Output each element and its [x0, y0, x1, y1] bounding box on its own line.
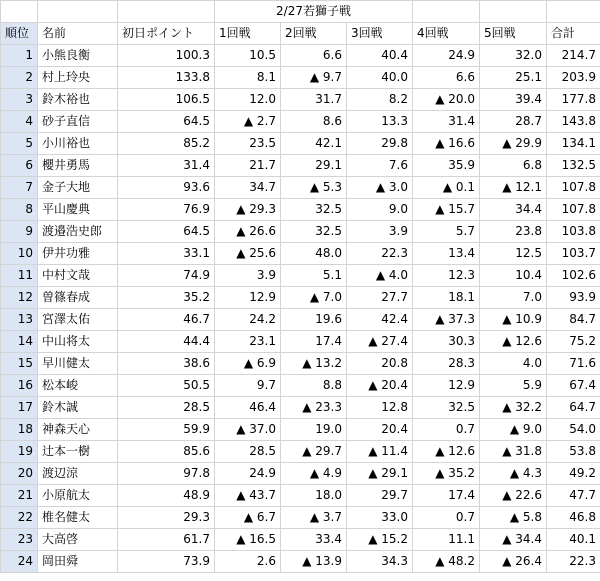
table-row [1, 353, 600, 375]
round-4-cell[interactable]: 0.7 [413, 419, 480, 441]
rank-cell[interactable]: 18 [1, 419, 38, 441]
rank-cell[interactable]: 19 [1, 441, 38, 463]
initial-points-cell[interactable]: 31.4 [118, 155, 215, 177]
round-1-cell[interactable]: 24.2 [215, 309, 281, 331]
initial-points-cell[interactable]: 76.9 [118, 199, 215, 221]
name-cell[interactable]: 小川裕也 [38, 133, 118, 155]
round-1-cell[interactable]: 21.7 [215, 155, 281, 177]
name-cell[interactable]: 中村文哉 [38, 265, 118, 287]
round-2-cell[interactable]: 33.4 [281, 529, 347, 551]
name-cell[interactable]: 辻本一樹 [38, 441, 118, 463]
rank-cell[interactable]: 20 [1, 463, 38, 485]
total-cell[interactable]: 103.8 [547, 221, 600, 243]
round-5-cell[interactable]: ▲ 9.0 [480, 419, 547, 441]
round-5-cell[interactable]: ▲ 5.8 [480, 507, 547, 529]
table-row [1, 287, 600, 309]
round-4-cell[interactable]: 6.6 [413, 67, 480, 89]
rank-cell[interactable]: 16 [1, 375, 38, 397]
table-title[interactable]: 2/27若獅子戦 [215, 1, 413, 23]
round-5-cell[interactable]: ▲ 12.1 [480, 177, 547, 199]
name-cell[interactable]: 櫻井勇馬 [38, 155, 118, 177]
name-cell[interactable]: 鈴木誠 [38, 397, 118, 419]
name-cell[interactable]: 村上玲央 [38, 67, 118, 89]
initial-points-cell[interactable]: 33.1 [118, 243, 215, 265]
total-cell[interactable]: 93.9 [547, 287, 600, 309]
table-row [1, 485, 600, 507]
round-4-cell[interactable]: ▲ 0.1 [413, 177, 480, 199]
initial-points-cell[interactable]: 85.6 [118, 441, 215, 463]
round-5-cell[interactable]: 23.8 [480, 221, 547, 243]
round-4-cell[interactable]: 30.3 [413, 331, 480, 353]
initial-points-cell[interactable]: 73.9 [118, 551, 215, 573]
round-5-cell[interactable]: ▲ 12.6 [480, 331, 547, 353]
table-row [1, 551, 600, 573]
round-2-cell[interactable]: ▲ 13.9 [281, 551, 347, 573]
round-5-cell[interactable]: ▲ 34.4 [480, 529, 547, 551]
table-row [1, 529, 600, 551]
header-round-4[interactable]: 4回戦 [413, 23, 480, 45]
round-4-cell[interactable]: 31.4 [413, 111, 480, 133]
round-3-cell[interactable]: 22.3 [347, 243, 413, 265]
round-3-cell[interactable]: ▲ 4.0 [347, 265, 413, 287]
total-cell[interactable]: 143.8 [547, 111, 600, 133]
round-2-cell[interactable]: 31.7 [281, 89, 347, 111]
round-4-cell[interactable]: 13.4 [413, 243, 480, 265]
round-1-cell[interactable]: 23.5 [215, 133, 281, 155]
table-row [1, 397, 600, 419]
round-4-cell[interactable]: ▲ 20.0 [413, 89, 480, 111]
rank-cell[interactable]: 15 [1, 353, 38, 375]
round-4-cell[interactable]: 32.5 [413, 397, 480, 419]
round-3-cell[interactable]: 29.8 [347, 133, 413, 155]
name-cell[interactable]: 大高啓 [38, 529, 118, 551]
rank-cell[interactable]: 9 [1, 221, 38, 243]
round-2-cell[interactable]: 17.4 [281, 331, 347, 353]
name-cell[interactable]: 曽篠春成 [38, 287, 118, 309]
round-1-cell[interactable]: 10.5 [215, 45, 281, 67]
table-row [1, 507, 600, 529]
rank-cell[interactable]: 6 [1, 155, 38, 177]
round-2-cell[interactable]: 8.6 [281, 111, 347, 133]
round-4-cell[interactable]: 17.4 [413, 485, 480, 507]
initial-points-cell[interactable]: 74.9 [118, 265, 215, 287]
round-5-cell[interactable]: 7.0 [480, 287, 547, 309]
total-cell[interactable]: 203.9 [547, 67, 600, 89]
name-cell[interactable]: 早川健太 [38, 353, 118, 375]
rank-cell[interactable]: 1 [1, 45, 38, 67]
initial-points-cell[interactable]: 64.5 [118, 221, 215, 243]
round-3-cell[interactable]: ▲ 15.2 [347, 529, 413, 551]
round-2-cell[interactable]: 19.6 [281, 309, 347, 331]
round-4-cell[interactable]: 18.1 [413, 287, 480, 309]
round-2-cell[interactable]: ▲ 7.0 [281, 287, 347, 309]
total-cell[interactable]: 49.2 [547, 463, 600, 485]
name-cell[interactable]: 伊井功雅 [38, 243, 118, 265]
round-1-cell[interactable]: ▲ 2.7 [215, 111, 281, 133]
round-1-cell[interactable]: 23.1 [215, 331, 281, 353]
table-row [1, 177, 600, 199]
name-cell[interactable]: 金子大地 [38, 177, 118, 199]
round-5-cell[interactable]: 34.4 [480, 199, 547, 221]
total-cell[interactable]: 102.6 [547, 265, 600, 287]
round-3-cell[interactable]: ▲ 29.1 [347, 463, 413, 485]
round-4-cell[interactable]: ▲ 48.2 [413, 551, 480, 573]
round-3-cell[interactable]: 9.0 [347, 199, 413, 221]
round-4-cell[interactable]: 0.7 [413, 507, 480, 529]
total-cell[interactable]: 53.8 [547, 441, 600, 463]
round-4-cell[interactable]: 35.9 [413, 155, 480, 177]
rank-cell[interactable]: 24 [1, 551, 38, 573]
total-cell[interactable]: 103.7 [547, 243, 600, 265]
round-5-cell[interactable]: ▲ 10.9 [480, 309, 547, 331]
table-row [1, 243, 600, 265]
round-2-cell[interactable]: 18.0 [281, 485, 347, 507]
total-cell[interactable]: 107.8 [547, 199, 600, 221]
round-5-cell[interactable]: 12.5 [480, 243, 547, 265]
round-2-cell[interactable]: 19.0 [281, 419, 347, 441]
table-row [1, 45, 600, 67]
round-5-cell[interactable]: ▲ 22.6 [480, 485, 547, 507]
round-2-cell[interactable]: 32.5 [281, 199, 347, 221]
round-2-cell[interactable]: 29.1 [281, 155, 347, 177]
total-cell[interactable]: 75.2 [547, 331, 600, 353]
round-5-cell[interactable]: 5.9 [480, 375, 547, 397]
round-1-cell[interactable]: ▲ 43.7 [215, 485, 281, 507]
header-rank[interactable]: 順位 [1, 23, 38, 45]
round-5-cell[interactable]: 4.0 [480, 353, 547, 375]
table-row [1, 441, 600, 463]
round-3-cell[interactable]: 20.8 [347, 353, 413, 375]
round-4-cell[interactable]: 24.9 [413, 45, 480, 67]
initial-points-cell[interactable]: 35.2 [118, 287, 215, 309]
name-cell[interactable]: 松本峻 [38, 375, 118, 397]
name-cell[interactable]: 椎名健太 [38, 507, 118, 529]
name-cell[interactable]: 渡辺涼 [38, 463, 118, 485]
round-3-cell[interactable]: 33.0 [347, 507, 413, 529]
rank-cell[interactable]: 21 [1, 485, 38, 507]
table-row [1, 309, 600, 331]
round-5-cell[interactable]: ▲ 4.3 [480, 463, 547, 485]
round-2-cell[interactable]: ▲ 3.7 [281, 507, 347, 529]
round-3-cell[interactable]: 13.3 [347, 111, 413, 133]
total-cell[interactable]: 67.4 [547, 375, 600, 397]
round-2-cell[interactable]: 5.1 [281, 265, 347, 287]
table-row [1, 375, 600, 397]
header-round-2[interactable]: 2回戦 [281, 23, 347, 45]
round-1-cell[interactable]: 46.4 [215, 397, 281, 419]
table-row [1, 199, 600, 221]
round-2-cell[interactable]: ▲ 23.3 [281, 397, 347, 419]
initial-points-cell[interactable]: 85.2 [118, 133, 215, 155]
round-5-cell[interactable]: 25.1 [480, 67, 547, 89]
round-2-cell[interactable]: ▲ 9.7 [281, 67, 347, 89]
total-cell[interactable]: 214.7 [547, 45, 600, 67]
round-2-cell[interactable]: 48.0 [281, 243, 347, 265]
round-2-cell[interactable]: 42.1 [281, 133, 347, 155]
rank-cell[interactable]: 11 [1, 265, 38, 287]
rank-cell[interactable]: 7 [1, 177, 38, 199]
rank-cell[interactable]: 23 [1, 529, 38, 551]
table-row [1, 331, 600, 353]
round-5-cell[interactable]: ▲ 32.2 [480, 397, 547, 419]
initial-points-cell[interactable]: 64.5 [118, 111, 215, 133]
total-cell[interactable]: 71.6 [547, 353, 600, 375]
header-row [1, 23, 600, 45]
round-3-cell[interactable]: 20.4 [347, 419, 413, 441]
name-cell[interactable]: 小原航太 [38, 485, 118, 507]
table-row [1, 111, 600, 133]
table-row [1, 419, 600, 441]
round-2-cell[interactable]: 32.5 [281, 221, 347, 243]
round-1-cell[interactable]: 2.6 [215, 551, 281, 573]
rank-cell[interactable]: 2 [1, 67, 38, 89]
total-cell[interactable]: 47.7 [547, 485, 600, 507]
table-row [1, 67, 600, 89]
round-3-cell[interactable]: 7.6 [347, 155, 413, 177]
round-4-cell[interactable]: 12.9 [413, 375, 480, 397]
name-cell[interactable]: 宮澤太佑 [38, 309, 118, 331]
initial-points-cell[interactable]: 97.8 [118, 463, 215, 485]
round-1-cell[interactable]: ▲ 16.5 [215, 529, 281, 551]
round-4-cell[interactable]: ▲ 35.2 [413, 463, 480, 485]
initial-points-cell[interactable]: 46.7 [118, 309, 215, 331]
rank-cell[interactable]: 14 [1, 331, 38, 353]
header-initial-points[interactable]: 初日ポイント [118, 23, 215, 45]
round-4-cell[interactable]: ▲ 37.3 [413, 309, 480, 331]
total-cell[interactable]: 132.5 [547, 155, 600, 177]
total-cell[interactable]: 54.0 [547, 419, 600, 441]
round-3-cell[interactable]: 34.3 [347, 551, 413, 573]
rank-cell[interactable]: 5 [1, 133, 38, 155]
round-5-cell[interactable]: 28.7 [480, 111, 547, 133]
round-3-cell[interactable]: 12.8 [347, 397, 413, 419]
total-cell[interactable]: 46.8 [547, 507, 600, 529]
initial-points-cell[interactable]: 61.7 [118, 529, 215, 551]
round-3-cell[interactable]: ▲ 20.4 [347, 375, 413, 397]
initial-points-cell[interactable]: 133.8 [118, 67, 215, 89]
round-3-cell[interactable]: 3.9 [347, 221, 413, 243]
initial-points-cell[interactable]: 38.6 [118, 353, 215, 375]
total-cell[interactable]: 134.1 [547, 133, 600, 155]
round-3-cell[interactable]: 8.2 [347, 89, 413, 111]
round-4-cell[interactable]: 11.1 [413, 529, 480, 551]
empty-cell[interactable] [1, 1, 38, 23]
header-round-5[interactable]: 5回戦 [480, 23, 547, 45]
rank-cell[interactable]: 17 [1, 397, 38, 419]
round-5-cell[interactable]: 32.0 [480, 45, 547, 67]
round-2-cell[interactable]: ▲ 4.9 [281, 463, 347, 485]
round-1-cell[interactable]: ▲ 25.6 [215, 243, 281, 265]
round-1-cell[interactable]: 12.9 [215, 287, 281, 309]
round-3-cell[interactable]: ▲ 27.4 [347, 331, 413, 353]
round-5-cell[interactable]: 39.4 [480, 89, 547, 111]
round-1-cell[interactable]: 34.7 [215, 177, 281, 199]
round-2-cell[interactable]: 8.8 [281, 375, 347, 397]
initial-points-cell[interactable]: 50.5 [118, 375, 215, 397]
name-cell[interactable]: 中山将太 [38, 331, 118, 353]
round-4-cell[interactable]: ▲ 15.7 [413, 199, 480, 221]
total-cell[interactable]: 107.8 [547, 177, 600, 199]
round-1-cell[interactable]: 8.1 [215, 67, 281, 89]
total-cell[interactable]: 64.7 [547, 397, 600, 419]
initial-points-cell[interactable]: 100.3 [118, 45, 215, 67]
round-1-cell[interactable]: 24.9 [215, 463, 281, 485]
round-4-cell[interactable]: ▲ 16.6 [413, 133, 480, 155]
round-1-cell[interactable]: ▲ 26.6 [215, 221, 281, 243]
header-name[interactable]: 名前 [38, 23, 118, 45]
name-cell[interactable]: 砂子直信 [38, 111, 118, 133]
round-5-cell[interactable]: 6.8 [480, 155, 547, 177]
round-1-cell[interactable]: 12.0 [215, 89, 281, 111]
rank-cell[interactable]: 13 [1, 309, 38, 331]
empty-cell[interactable] [547, 1, 600, 23]
round-4-cell[interactable]: 28.3 [413, 353, 480, 375]
empty-cell[interactable] [413, 1, 480, 23]
table-row [1, 89, 600, 111]
round-2-cell[interactable]: ▲ 13.2 [281, 353, 347, 375]
name-cell[interactable]: 小熊良衡 [38, 45, 118, 67]
round-1-cell[interactable]: ▲ 6.7 [215, 507, 281, 529]
empty-cell[interactable] [38, 1, 118, 23]
round-3-cell[interactable]: 40.4 [347, 45, 413, 67]
total-cell[interactable]: 177.8 [547, 89, 600, 111]
initial-points-cell[interactable]: 59.9 [118, 419, 215, 441]
header-round-3[interactable]: 3回戦 [347, 23, 413, 45]
initial-points-cell[interactable]: 48.9 [118, 485, 215, 507]
round-3-cell[interactable]: ▲ 3.0 [347, 177, 413, 199]
round-3-cell[interactable]: 29.7 [347, 485, 413, 507]
header-total[interactable]: 合計 [547, 23, 600, 45]
round-1-cell[interactable]: 9.7 [215, 375, 281, 397]
rank-cell[interactable]: 10 [1, 243, 38, 265]
round-5-cell[interactable]: 10.4 [480, 265, 547, 287]
round-1-cell[interactable]: ▲ 37.0 [215, 419, 281, 441]
initial-points-cell[interactable]: 106.5 [118, 89, 215, 111]
rank-cell[interactable]: 12 [1, 287, 38, 309]
round-3-cell[interactable]: 42.4 [347, 309, 413, 331]
round-1-cell[interactable]: ▲ 29.3 [215, 199, 281, 221]
total-cell[interactable]: 84.7 [547, 309, 600, 331]
round-2-cell[interactable]: 6.6 [281, 45, 347, 67]
round-5-cell[interactable]: ▲ 26.4 [480, 551, 547, 573]
total-cell[interactable]: 40.1 [547, 529, 600, 551]
round-1-cell[interactable]: 3.9 [215, 265, 281, 287]
header-round-1[interactable]: 1回戦 [215, 23, 281, 45]
table-row [1, 463, 600, 485]
name-cell[interactable]: 鈴木裕也 [38, 89, 118, 111]
round-3-cell[interactable]: 27.7 [347, 287, 413, 309]
round-1-cell[interactable]: ▲ 6.9 [215, 353, 281, 375]
table-row [1, 133, 600, 155]
rank-cell[interactable]: 4 [1, 111, 38, 133]
round-1-cell[interactable]: 28.5 [215, 441, 281, 463]
name-cell[interactable]: 岡田舜 [38, 551, 118, 573]
round-2-cell[interactable]: ▲ 29.7 [281, 441, 347, 463]
name-cell[interactable]: 神森天心 [38, 419, 118, 441]
table-row [1, 155, 600, 177]
rank-cell[interactable]: 3 [1, 89, 38, 111]
initial-points-cell[interactable]: 29.3 [118, 507, 215, 529]
title-row [1, 1, 600, 23]
table-row [1, 265, 600, 287]
table-row [1, 221, 600, 243]
initial-points-cell[interactable]: 44.4 [118, 331, 215, 353]
initial-points-cell[interactable]: 28.5 [118, 397, 215, 419]
round-3-cell[interactable]: 40.0 [347, 67, 413, 89]
round-2-cell[interactable]: ▲ 5.3 [281, 177, 347, 199]
round-5-cell[interactable]: ▲ 29.9 [480, 133, 547, 155]
rank-cell[interactable]: 8 [1, 199, 38, 221]
total-cell[interactable]: 22.3 [547, 551, 600, 573]
round-4-cell[interactable]: 5.7 [413, 221, 480, 243]
rank-cell[interactable]: 22 [1, 507, 38, 529]
name-cell[interactable]: 平山慶典 [38, 199, 118, 221]
initial-points-cell[interactable]: 93.6 [118, 177, 215, 199]
round-4-cell[interactable]: 12.3 [413, 265, 480, 287]
empty-cell[interactable] [480, 1, 547, 23]
empty-cell[interactable] [118, 1, 215, 23]
name-cell[interactable]: 渡邉浩史郎 [38, 221, 118, 243]
round-5-cell[interactable]: ▲ 31.8 [480, 441, 547, 463]
round-3-cell[interactable]: ▲ 11.4 [347, 441, 413, 463]
round-4-cell[interactable]: ▲ 12.6 [413, 441, 480, 463]
